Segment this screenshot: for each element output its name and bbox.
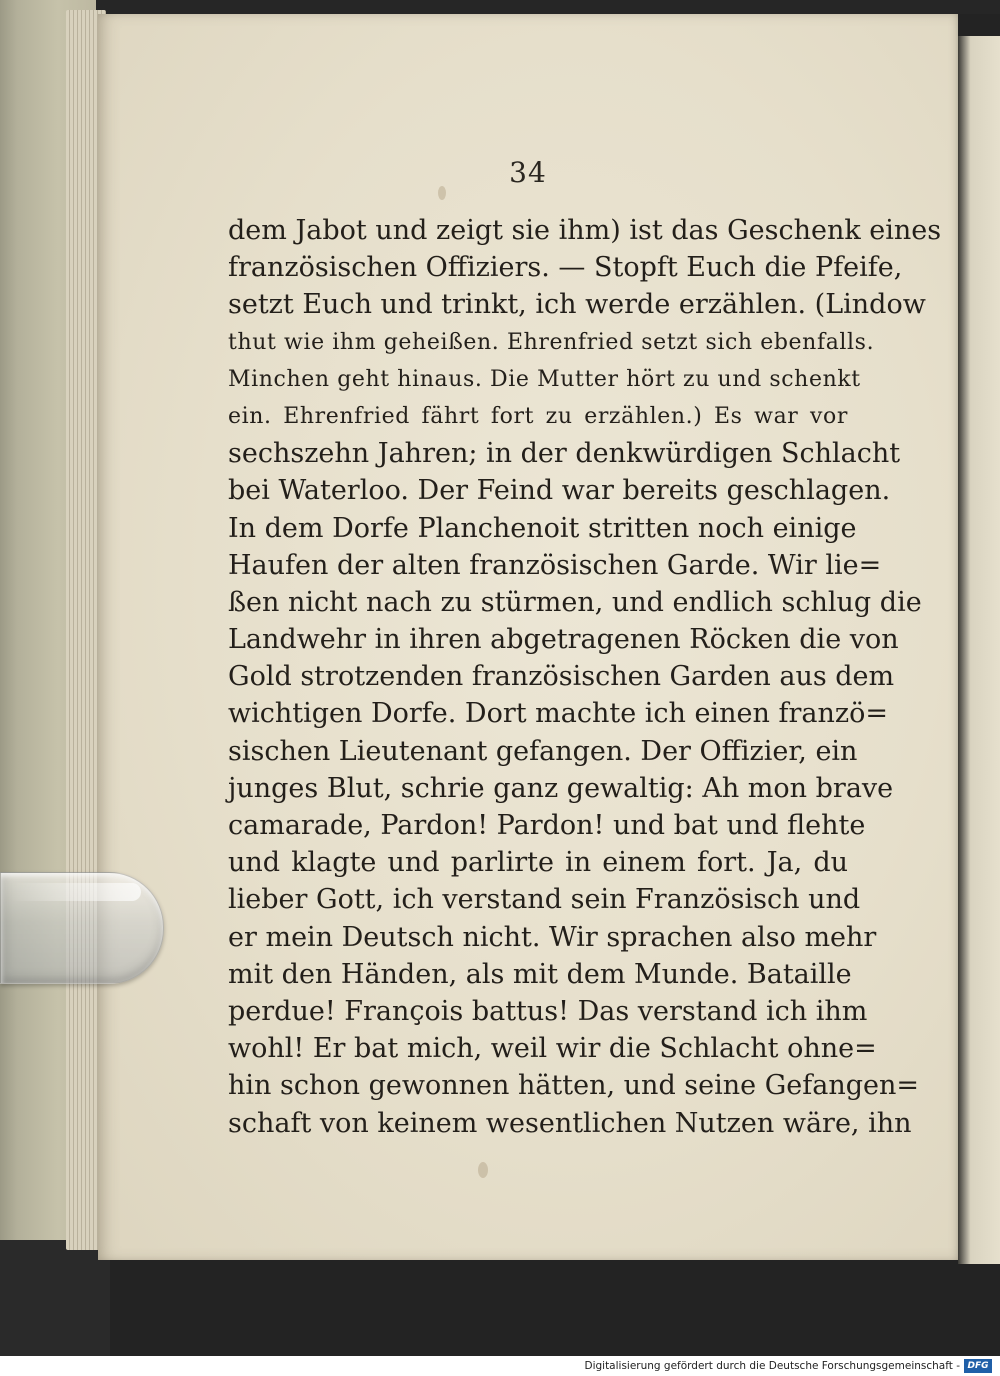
- paper-speck: [478, 1162, 488, 1178]
- dfg-logo: DFG: [964, 1359, 992, 1373]
- next-page-edge: [958, 36, 1000, 1264]
- text-line: perdue! François battus! Das verstand ich ihm: [228, 995, 868, 1027]
- text-line: Minchen geht hinaus. Die Mutter hört zu und schenkt: [228, 366, 861, 392]
- text-line: sechszehn Jahren; in der denkwürdigen Schlacht: [228, 438, 901, 470]
- text-line: mit den Händen, als mit dem Munde. Bataille: [228, 958, 852, 990]
- text-line: und klagte und parlirte in einem fort. Ja, du: [228, 847, 848, 879]
- footer-bar: [0, 1356, 1000, 1376]
- text-line: lieber Gott, ich verstand sein Französisch und: [228, 884, 861, 916]
- scan-top-edge: [0, 0, 1000, 14]
- text-line: In dem Dorfe Planchenoit stritten noch einige: [228, 512, 857, 544]
- page-text: [228, 212, 942, 1142]
- clip-highlight: [11, 883, 141, 901]
- text-line: setzt Euch und trinkt, ich werde erzählen. (Lindow: [228, 289, 926, 321]
- plastic-page-clip: [0, 872, 164, 984]
- text-line: junges Blut, schrie ganz gewaltig: Ah mon brave: [228, 772, 894, 804]
- text-line: wohl! Er bat mich, weil wir die Schlacht ohne=: [228, 1033, 877, 1065]
- text-line: ßen nicht nach zu stürmen, und endlich schlug die: [228, 586, 922, 618]
- text-line: ein. Ehrenfried fährt fort zu erzählen.) Es war vor: [228, 403, 848, 429]
- text-line: Haufen der alten französischen Garde. Wir lie=: [228, 549, 882, 581]
- book-page: [98, 14, 958, 1260]
- text-line: bei Waterloo. Der Feind war bereits geschlagen.: [228, 475, 891, 507]
- page-number: 34: [509, 156, 547, 189]
- text-line: hin schon gewonnen hätten, und seine Gefangen=: [228, 1070, 920, 1102]
- text-line: er mein Deutsch nicht. Wir sprachen also mehr: [228, 921, 877, 953]
- text-line: camarade, Pardon! Pardon! und bat und flehte: [228, 810, 866, 841]
- cover-shadow: [0, 1240, 110, 1356]
- text-line: sischen Lieutenant gefangen. Der Offizier, ein: [228, 735, 858, 767]
- text-line: wichtigen Dorfe. Dort machte ich einen franzö=: [228, 698, 888, 730]
- text-line: schaft von keinem wesentlichen Nutzen wäre, ihn: [228, 1107, 912, 1139]
- footer-credit: Digitalisierung gefördert durch die Deutsche Forschungsgemeinschaft -: [584, 1360, 960, 1372]
- text-line: thut wie ihm geheißen. Ehrenfried setzt sich ebenfalls.: [228, 329, 875, 355]
- text-line: Gold strotzenden französischen Garden aus dem: [228, 661, 895, 693]
- text-line: dem Jabot und zeigt sie ihm) ist das Geschenk eines: [228, 215, 942, 246]
- text-line: französischen Offiziers. — Stopft Euch die Pfeife,: [228, 252, 903, 284]
- text-line: Landwehr in ihren abgetragenen Röcken die von: [228, 624, 899, 656]
